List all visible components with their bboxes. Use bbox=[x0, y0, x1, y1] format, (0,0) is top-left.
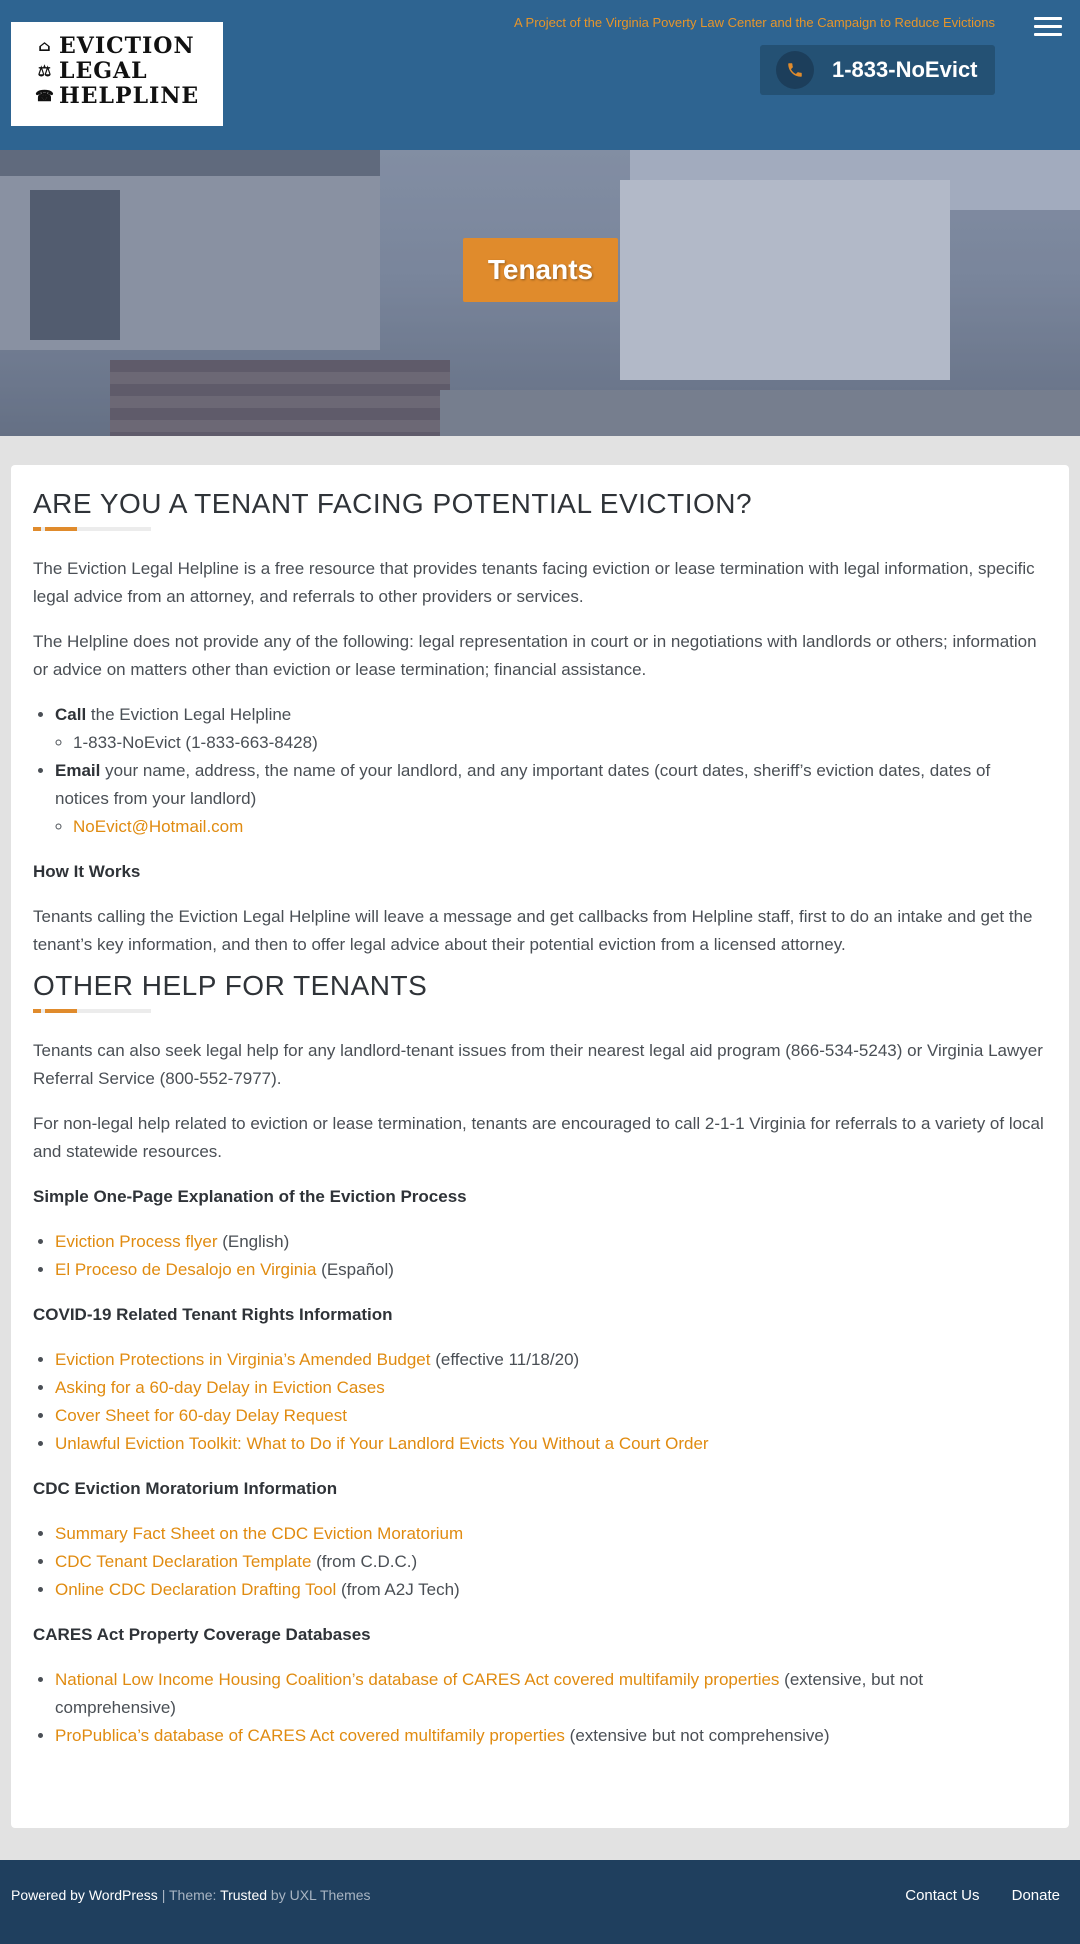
logo-word: HELPLINE bbox=[59, 83, 200, 109]
logo-line-eviction bbox=[35, 34, 223, 59]
resource-list bbox=[55, 1228, 1047, 1284]
non-legal-help-paragraph: For non-legal help related to eviction or lease termination, tenants are encouraged to call 2-1-1 Virginia for referrals to a variety of local and statewide resources. bbox=[33, 1114, 1044, 1161]
menu-icon[interactable] bbox=[1034, 17, 1062, 37]
phone-number-label: 1-833-NoEvict bbox=[832, 57, 978, 82]
resource-list bbox=[55, 1346, 1047, 1458]
email-label: Email bbox=[55, 761, 101, 780]
call-label: Call bbox=[55, 705, 87, 724]
hero-banner bbox=[0, 150, 1080, 436]
contact-list bbox=[55, 701, 1047, 841]
resource-group-heading: COVID-19 Related Tenant Rights Information bbox=[33, 1305, 393, 1324]
list-item bbox=[73, 813, 1047, 841]
footer-link-contact-us[interactable]: Contact Us bbox=[905, 1887, 980, 1904]
resource-group-heading: CARES Act Property Coverage Databases bbox=[33, 1625, 371, 1644]
site-header bbox=[0, 0, 1080, 150]
list-item bbox=[55, 701, 1047, 757]
heading-underline bbox=[33, 527, 151, 531]
call-text: the Eviction Legal Helpline bbox=[86, 705, 292, 724]
resource-link[interactable]: ProPublica’s database of CARES Act covered multifamily properties bbox=[55, 1726, 565, 1745]
footer-link-donate[interactable]: Donate bbox=[1011, 1887, 1060, 1904]
list-item bbox=[55, 1256, 1047, 1284]
list-item bbox=[55, 1520, 1047, 1548]
email-link[interactable]: NoEvict@Hotmail.com bbox=[73, 817, 244, 836]
resource-link[interactable]: Eviction Process flyer bbox=[55, 1232, 218, 1251]
resource-note: (from C.D.C.) bbox=[311, 1552, 418, 1571]
scales-icon: ⚖ bbox=[37, 62, 53, 80]
list-item bbox=[55, 1430, 1047, 1458]
resource-list bbox=[55, 1520, 1047, 1604]
logo-word: EVICTION bbox=[59, 33, 195, 59]
resource-link[interactable]: Summary Fact Sheet on the CDC Eviction Moratorium bbox=[55, 1524, 464, 1543]
resource-group-heading: CDC Eviction Moratorium Information bbox=[33, 1479, 338, 1498]
house-icon: ⌂ bbox=[38, 37, 52, 55]
resource-link[interactable]: CDC Tenant Declaration Template bbox=[55, 1552, 312, 1571]
call-helpline-button[interactable] bbox=[760, 45, 995, 95]
list-item bbox=[55, 1722, 1047, 1750]
resource-link[interactable]: Unlawful Eviction Toolkit: What to Do if Your Landlord Evicts You Without a Court Order bbox=[55, 1434, 709, 1453]
wordpress-link[interactable]: Powered by WordPress bbox=[11, 1887, 158, 1903]
resource-list bbox=[55, 1666, 1047, 1750]
resource-note: (from A2J Tech) bbox=[336, 1580, 460, 1599]
list-item bbox=[55, 1548, 1047, 1576]
list-item bbox=[55, 1228, 1047, 1256]
footer-separator: | Theme: bbox=[157, 1887, 221, 1903]
heading-underline bbox=[33, 1009, 151, 1013]
list-item bbox=[55, 1666, 1047, 1722]
how-it-works-heading: How It Works bbox=[33, 862, 141, 881]
logo-line-legal bbox=[35, 59, 223, 84]
telephone-icon: ☎ bbox=[35, 87, 55, 105]
resource-link[interactable]: Eviction Protections in Virginia’s Amended Budget bbox=[55, 1350, 431, 1369]
site-tagline: A Project of the Virginia Poverty Law Center and the Campaign to Reduce Evictions bbox=[513, 15, 995, 30]
email-text: your name, address, the name of your landlord, and any important dates (court dates, sheriff’s eviction dates, dates of notices from your landlord) bbox=[55, 761, 991, 808]
section-heading-tenant-facing-eviction: ARE YOU A TENANT FACING POTENTIAL EVICTION? bbox=[33, 488, 753, 519]
how-it-works-paragraph: Tenants calling the Eviction Legal Helpline will leave a message and get callbacks from Helpline staff, first to do an intake and get the tenant’s key information, and then to offer legal advice about their potential eviction from a licensed attorney. bbox=[33, 907, 1033, 954]
logo-line-helpline bbox=[35, 84, 223, 109]
resource-link[interactable]: Online CDC Declaration Drafting Tool bbox=[55, 1580, 337, 1599]
list-item bbox=[55, 1374, 1047, 1402]
resource-group-heading: Simple One-Page Explanation of the Eviction Process bbox=[33, 1187, 467, 1206]
resource-link[interactable]: El Proceso de Desalojo en Virginia bbox=[55, 1260, 317, 1279]
site-footer bbox=[0, 1860, 1080, 1944]
logo-word: LEGAL bbox=[59, 58, 148, 84]
resource-link[interactable]: National Low Income Housing Coalition’s database of CARES Act covered multifamily properties bbox=[55, 1670, 780, 1689]
list-item bbox=[55, 1346, 1047, 1374]
helpline-number: ◦ 1-833-NoEvict (1-833-663-8428) bbox=[73, 729, 1047, 757]
resource-note: (effective 11/18/20) bbox=[430, 1350, 580, 1369]
resource-link[interactable]: Asking for a 60-day Delay in Eviction Cases bbox=[55, 1378, 385, 1397]
resource-note: (Español) bbox=[316, 1260, 394, 1279]
site-logo[interactable] bbox=[11, 22, 223, 126]
footer-nav bbox=[877, 1887, 1060, 1904]
content-card bbox=[11, 465, 1069, 1828]
resource-note: (English) bbox=[217, 1232, 290, 1251]
phone-icon bbox=[776, 51, 814, 89]
resource-note: (extensive but not comprehensive) bbox=[564, 1726, 830, 1745]
section-heading-other-help: OTHER HELP FOR TENANTS bbox=[33, 970, 428, 1001]
legal-aid-paragraph: Tenants can also seek legal help for any landlord-tenant issues from their nearest legal aid program (866-534-5243) or Virginia Lawyer Referral Service (800-552-7977). bbox=[33, 1041, 1043, 1088]
resource-note: (extensive, but not comprehensive) bbox=[55, 1670, 924, 1717]
list-item bbox=[55, 1402, 1047, 1430]
intro-paragraph: The Eviction Legal Helpline is a free resource that provides tenants facing eviction or lease termination with legal information, specific legal advice from an attorney, and referrals to other providers or services. bbox=[33, 559, 1035, 606]
limitations-paragraph: The Helpline does not provide any of the following: legal representation in court or in negotiations with landlords or others; information or advice on matters other than eviction or lease termination; financial assistance. bbox=[33, 632, 1037, 679]
list-item bbox=[55, 757, 1047, 841]
list-item bbox=[55, 1576, 1047, 1604]
footer-by: by UXL Themes bbox=[267, 1887, 371, 1903]
footer-credits bbox=[11, 1887, 371, 1903]
resource-link[interactable]: Cover Sheet for 60-day Delay Request bbox=[55, 1406, 347, 1425]
page-title: Tenants bbox=[463, 238, 618, 302]
theme-link[interactable]: Trusted bbox=[220, 1887, 268, 1903]
